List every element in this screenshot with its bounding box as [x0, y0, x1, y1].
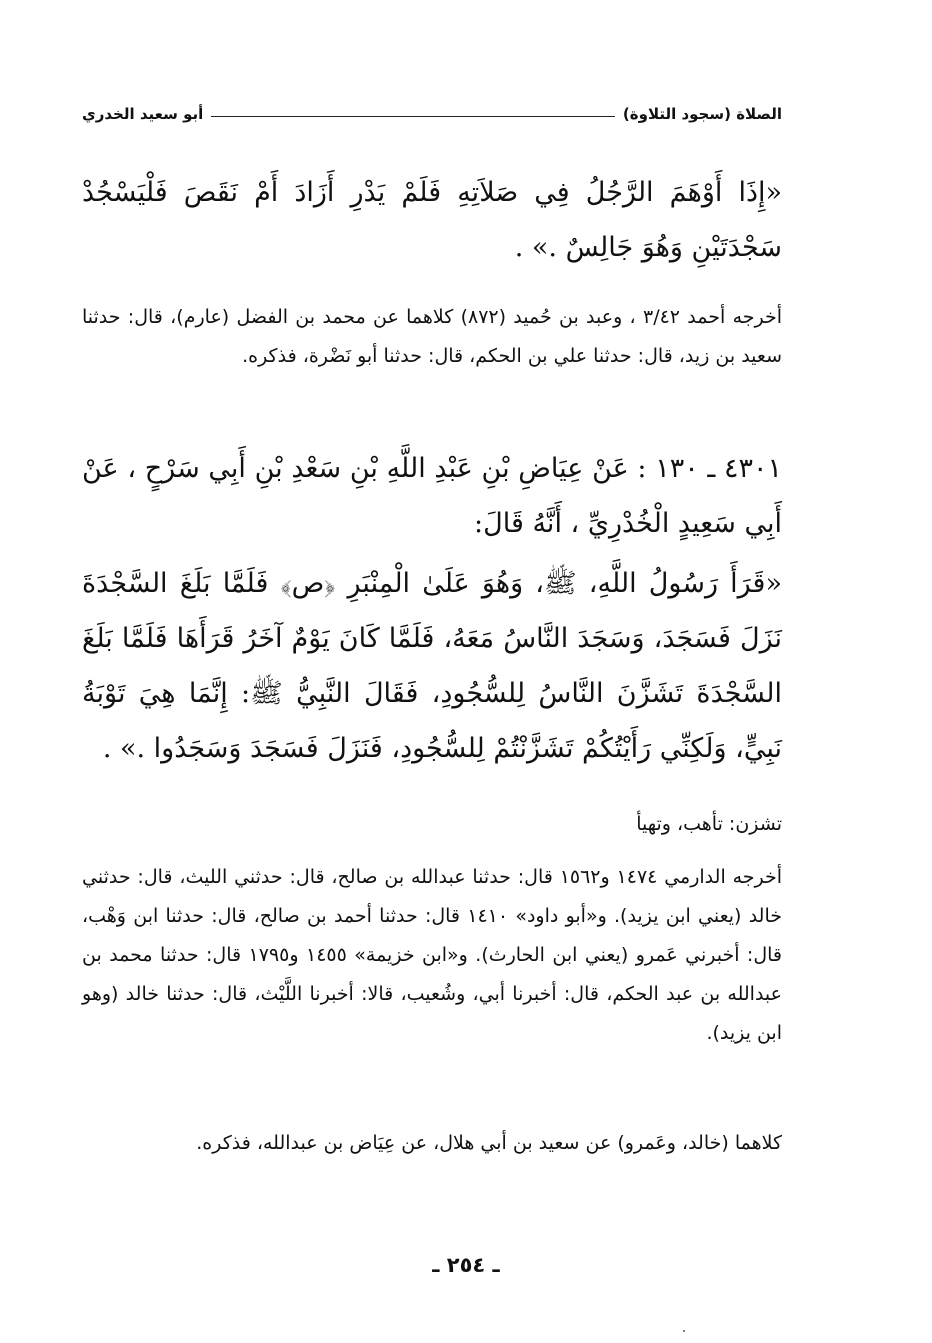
header-section-title: الصلاة (سجود التلاوة) [622, 105, 782, 123]
header-narrator: أبو سعيد الخدري [82, 105, 204, 123]
hadith-text-1: «إِذَا أَوْهَمَ الرَّجُلُ فِي صَلاَتِهِ فَلَمْ يَدْرِ أَزَادَ أَمْ نَقَصَ فَلْيَسْجُدْ سَجْدَتَيْنِ وَهُوَ جَالِسٌ .» . [82, 177, 782, 263]
header-rule [211, 116, 615, 117]
hadith-isnad-2: ٤٣٠١ ـ ١٣٠ : عَنْ عِيَاضِ بْنِ عَبْدِ اللَّهِ بْنِ سَعْدِ بْنِ أَبِي سَرْحٍ ، عَنْ أَبِي سَعِيدٍ الْخُدْرِيِّ ، أَنَّهُ قَالَ: [82, 453, 783, 539]
scan-speck [683, 1330, 685, 1332]
hadith-matn-2: «قَرَأَ رَسُولُ اللَّهِ، ﷺ، وَهُوَ عَلَىٰ الْمِنْبَرِ ﴿ص﴾ فَلَمَّا بَلَغَ السَّجْدَةَ نَزَلَ فَسَجَدَ، وَسَجَدَ النَّاسُ مَعَهُ، فَلَمَّا كَانَ يَوْمٌ آخَرُ قَرَأَهَا فَلَمَّا بَلَغَ السَّجْدَةَ تَشَزَّنَ النَّاسُ لِلسُّجُودِ، فَقَالَ النَّبِيُّ ﷺ: إِنَّمَا هِيَ تَوْبَةُ نَبِيٍّ، وَلَكِنِّي رَأَيْتُكُمْ تَشَزَّنْتُمْ لِلسُّجُودِ، فَنَزَلَ فَسَجَدَ وَسَجَدُوا .» . [82, 568, 782, 764]
page-number: ـ ٢٥٤ ـ [432, 1253, 500, 1277]
gloss-note: تشزن: تأهب، وتهيأ [636, 813, 782, 835]
running-header [82, 100, 782, 128]
takhrij-1: أخرجه أحمد ٣/٤٢ ، وعبد بن حُميد (٨٧٢) كلاهما عن محمد بن الفضل (عارم)، قال: حدثنا سعيد بن زيد، قال: حدثنا علي بن الحكم، قال: حدثنا أبو نَضْرة، فذكره. [82, 306, 783, 367]
takhrij-2: أخرجه الدارمي ١٤٧٤ و١٥٦٢ قال: حدثنا عبدالله بن صالح، قال: حدثني الليث، قال: حدثني خالد (يعني ابن يزيد). و«أبو داود» ١٤١٠ قال: حدثنا أحمد بن صالح، قال: حدثنا ابن وَهْب، قال: أخبرني عَمرو (يعني ابن الحارث). و«ابن خزيمة» ١٤٥٥ و١٧٩٥ قال: حدثنا محمد بن عبدالله بن عبد الحكم، قال: أخبرنا أبي، وشُعيب، قالا: أخبرنا اللَّيْث، قال: حدثنا خالد (وهو ابن يزيد). [82, 866, 783, 1044]
takhrij-3: كلاهما (خالد، وعَمرو) عن سعيد بن أبي هلال، عن عِيَاض بن عبدالله، فذكره. [196, 1132, 782, 1154]
